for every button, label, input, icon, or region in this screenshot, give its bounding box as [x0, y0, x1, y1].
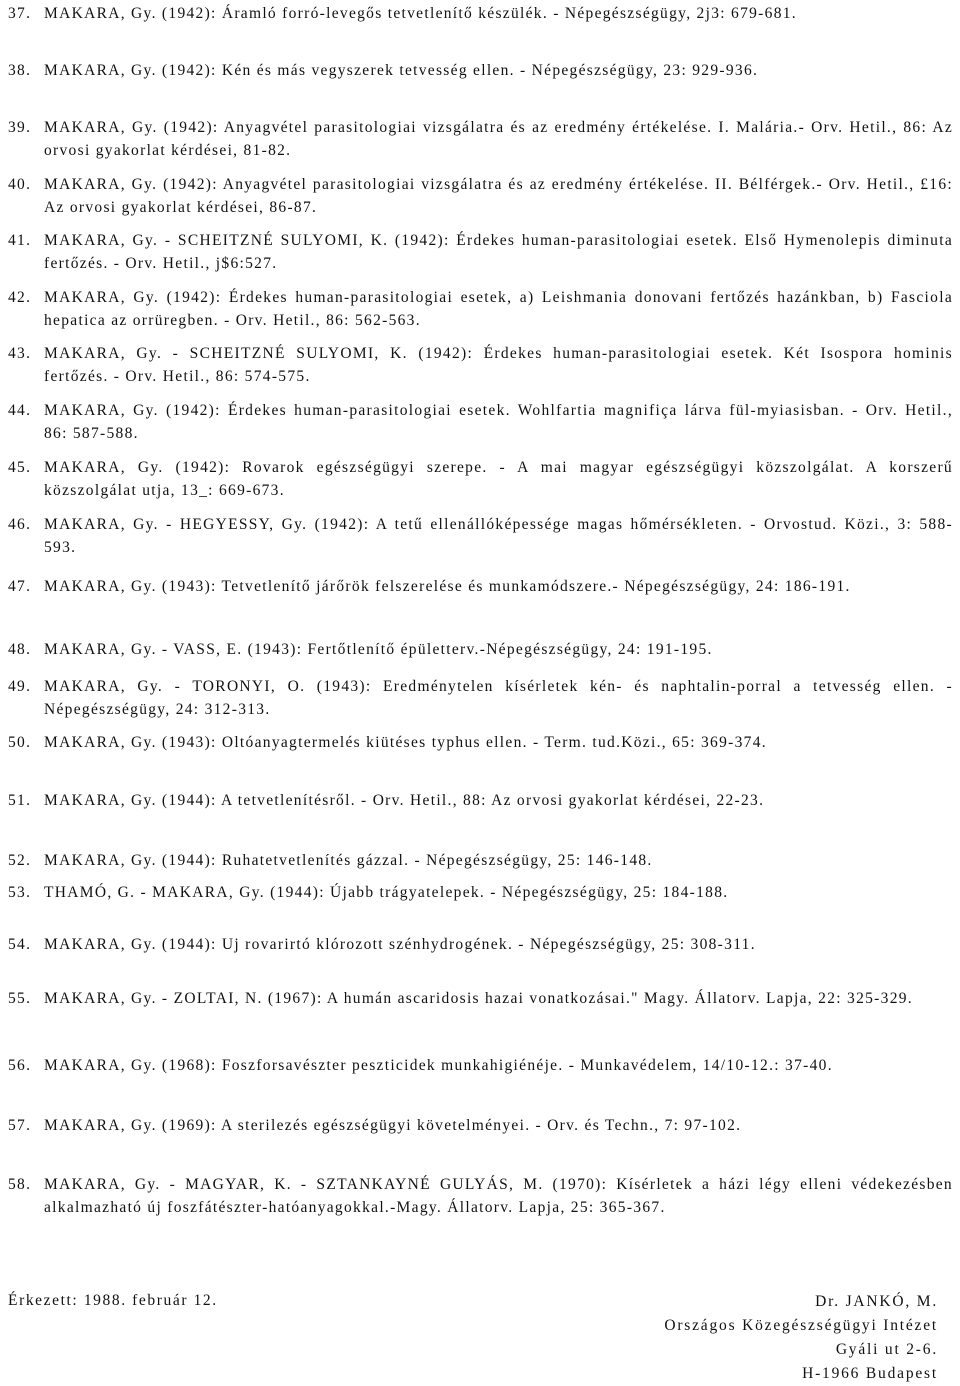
reference-number: 53.: [8, 884, 32, 901]
reference-entry: [8, 1174, 953, 1219]
reference-number: 54.: [8, 936, 32, 953]
reference-text: MAKARA, Gy. (1942): Érdekes human-parasitologiai esetek, a) Leishmania donovani fertőzés hazánkban, b) Fasciola hepatica az orrüregben. - Orv. Hetil., 86: 562-563.: [44, 289, 953, 329]
reference-number: 57.: [8, 1117, 32, 1134]
reference-text: MAKARA, Gy. (1944): Ruhatetvetlenítés gázzal. - Népegészségügy, 25: 146-148.: [44, 852, 653, 869]
reference-number: 49.: [8, 678, 32, 695]
reference-number: 58.: [8, 1176, 32, 1193]
reference-number: 44.: [8, 402, 32, 419]
reference-entry: [8, 934, 953, 957]
reference-number: 55.: [8, 990, 32, 1007]
reference-entry: [8, 732, 953, 755]
reference-entry: [8, 174, 953, 219]
reference-text: MAKARA, Gy. (1969): A sterilezés egészségügyi követelményei. - Orv. és Techn., 7: 97-102.: [44, 1117, 742, 1134]
reference-entry: [8, 60, 953, 83]
reference-number: 40.: [8, 176, 32, 193]
reference-text: MAKARA, Gy. - VASS, E. (1943): Fertőtlenítő épületterv.-Népegészségügy, 24: 191-195.: [44, 641, 713, 658]
author-name: Dr. JANKÓ, M.: [815, 1293, 938, 1310]
reference-entry: [8, 400, 953, 445]
reference-entry: [8, 514, 953, 559]
reference-number: 37.: [8, 5, 32, 22]
reference-text: MAKARA, Gy. (1944): Uj rovarirtó klórozott szénhydrogének. - Népegészségügy, 25: 308-311.: [44, 936, 756, 953]
reference-entry: [8, 639, 953, 662]
reference-entry: [8, 1115, 953, 1138]
reference-text: MAKARA, Gy. (1942): Kén és más vegyszerek tetvesség ellen. - Népegészségügy, 23: 929-936.: [44, 62, 759, 79]
city-postcode: H-1966 Budapest: [802, 1365, 938, 1382]
author-address: [664, 1290, 938, 1386]
reference-number: 50.: [8, 734, 32, 751]
reference-entry: [8, 576, 953, 599]
reference-text: MAKARA, Gy. - MAGYAR, K. - SZTANKAYNÉ GULYÁS, M. (1970): Kísérletek a házi légy elleni védekezésben alkalmazható új foszfátészter-hatóanyagokkal.-Magy. Állatorv. Lapja, 25: 365-367.: [44, 1176, 953, 1216]
reference-text: MAKARA, Gy. - HEGYESSY, Gy. (1942): A tetű ellenállóképessége magas hőmérsékleten. - Orvostud. Közi., 3: 588-593.: [44, 516, 953, 556]
reference-text: MAKARA, Gy. (1942): Anyagvétel parasitologiai vizsgálatra és az eredmény értékelése. I. Malária.- Orv. Hetil., 86: Az orvosi gyakorlat kérdései, 81-82.: [44, 119, 953, 159]
reference-entry: [8, 1055, 953, 1078]
reference-number: 47.: [8, 578, 32, 595]
reference-text: MAKARA, Gy. (1942): Áramló forró-levegős tetvetlenítő készülék. - Népegészségügy, 2j3: 679-681.: [44, 5, 797, 22]
reference-number: 41.: [8, 232, 32, 249]
reference-number: 39.: [8, 119, 32, 136]
reference-entry: [8, 882, 953, 905]
reference-number: 51.: [8, 792, 32, 809]
reference-entry: [8, 988, 953, 1011]
street-address: Gyáli ut 2-6.: [835, 1341, 938, 1358]
reference-number: 38.: [8, 62, 32, 79]
reference-entry: [8, 287, 953, 332]
reference-text: MAKARA, Gy. (1942): Anyagvétel parasitologiai vizsgálatra és az eredmény értékelése. II. Bélférgek.- Orv. Hetil., £16: Az orvosi gyakorlat kérdései, 86-87.: [44, 176, 953, 216]
received-date: Érkezett: 1988. február 12.: [8, 1292, 218, 1309]
reference-text: THAMÓ, G. - MAKARA, Gy. (1944): Újabb trágyatelepek. - Népegészségügy, 25: 184-188.: [44, 884, 729, 901]
reference-number: 42.: [8, 289, 32, 306]
reference-entry: [8, 343, 953, 388]
reference-text: MAKARA, Gy. (1968): Foszforsavészter peszticidek munkahigiénéje. - Munkavédelem, 14/10-12.: 37-40.: [44, 1057, 833, 1074]
reference-number: 46.: [8, 516, 32, 533]
reference-number: 43.: [8, 345, 32, 362]
reference-text: MAKARA, Gy. (1942): Rovarok egészségügyi szerepe. - A mai magyar egészségügyi közszolgálat. A korszerű közszolgálat utja, 13_: 669-673.: [44, 459, 953, 499]
reference-text: MAKARA, Gy. (1943): Oltóanyagtermelés kiütéses typhus ellen. - Term. tud.Közi., 65: 369-374.: [44, 734, 767, 751]
reference-number: 48.: [8, 641, 32, 658]
reference-number: 56.: [8, 1057, 32, 1074]
reference-text: MAKARA, Gy. (1943): Tetvetlenítő járőrök felszerelése és munkamódszere.- Népegészségügy, 24: 186-191.: [44, 578, 851, 595]
reference-number: 52.: [8, 852, 32, 869]
reference-text: MAKARA, Gy. - SCHEITZNÉ SULYOMI, K. (1942): Érdekes human-parasitologiai esetek. Első Hymenolepis diminuta fertőzés. - Orv. Hetil., j$6:527.: [44, 232, 953, 272]
reference-text: MAKARA, Gy. (1944): A tetvetlenítésről. - Orv. Hetil., 88: Az orvosi gyakorlat kérdései, 22-23.: [44, 792, 765, 809]
institution-name: Országos Közegészségügyi Intézet: [664, 1317, 938, 1334]
reference-entry: [8, 457, 953, 502]
reference-text: MAKARA, Gy. (1942): Érdekes human-parasitologiai esetek. Wohlfartia magnifiça lárva fül-myiasisban. - Orv. Hetil., 86: 587-588.: [44, 402, 953, 442]
reference-text: MAKARA, Gy. - ZOLTAI, N. (1967): A humán ascaridosis hazai vonatkozásai." Magy. Állatorv. Lapja, 22: 325-329.: [44, 990, 913, 1007]
reference-entry: [8, 230, 953, 275]
reference-entry: [8, 117, 953, 162]
reference-entry: [8, 790, 953, 813]
reference-number: 45.: [8, 459, 32, 476]
reference-text: MAKARA, Gy. - TORONYI, O. (1943): Eredménytelen kísérletek kén- és naphtalin-porral a tetvesség ellen. - Népegészségügy, 24: 312-313.: [44, 678, 953, 718]
reference-entry: [8, 3, 953, 26]
reference-entry: [8, 676, 953, 721]
reference-text: MAKARA, Gy. - SCHEITZNÉ SULYOMI, K. (1942): Érdekes human-parasitologiai esetek. Két Isospora hominis fertőzés. - Orv. Hetil., 86: 574-575.: [44, 345, 953, 385]
reference-entry: [8, 850, 953, 873]
